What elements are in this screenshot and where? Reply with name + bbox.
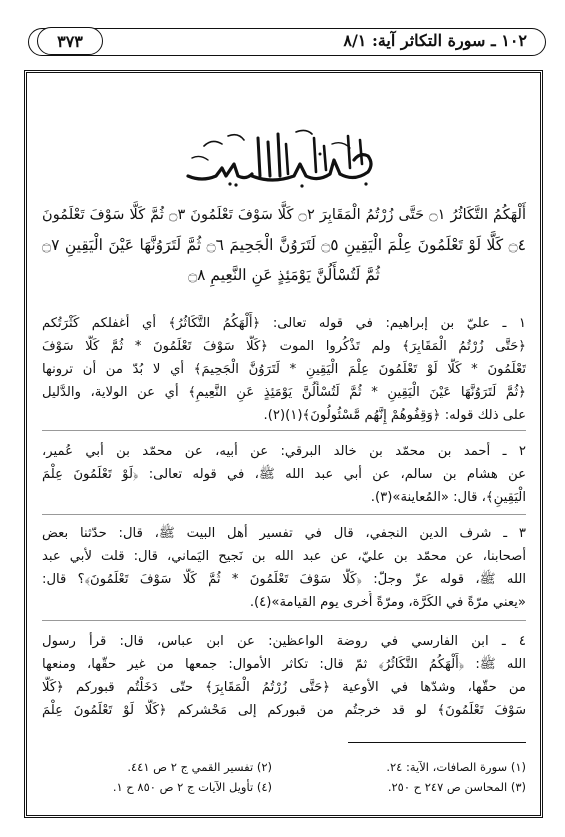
header-title: ١٠٢ ـ سورة التكاثر آية: ٨/١ xyxy=(343,31,527,50)
text-line: على ذلك قوله: ﴿وَقِفُوهُمْ إِنَّهُم مَّسْئُولُونَ﴾(١)(٢). xyxy=(263,408,526,423)
text-line: ﴿حَتَّى زُرْتُمُ الْمَقَابِرَ﴾ ولم تَذْكُروا الموت ﴿كَلَّا سَوْفَ تَعْلَمُونَ * ثُمَّ كَلَّا سَوْفَ xyxy=(42,339,526,354)
footnote-4: (٤) تأويل الآيات ج ٢ ص ٨٥٠ ح ١. xyxy=(112,780,272,794)
basmala-calligraphy xyxy=(182,124,378,190)
hadith-paragraph-3 xyxy=(42,522,526,614)
page-number: ٣٧٣ xyxy=(37,27,103,55)
running-header xyxy=(28,28,546,56)
text-line: تَعْلَمُونَ * كَلَّا لَوْ تَعْلَمُونَ عِلْمَ الْيَقِينِ * لَتَرَوُنَّ الْجَحِيمَ﴾ أي لا بُدّ من أن ترونها xyxy=(42,362,526,377)
text-line: الله ﷺ: ﴿أَلْهَكُمُ التَّكَاثُرُ﴾ ثمّ قال: تكاثر الأموال: جمعها من غير حقّها، ومنعها xyxy=(42,657,526,672)
text-line: عن هشام بن سالم، عن أبي عبد الله ﷺ، في قوله تعالى: ﴿لَوْ تَعْلَمُونَ عِلْمَ xyxy=(42,467,526,482)
paragraph-separator xyxy=(42,514,526,515)
text-line: ﴿ثُمَّ لَتَرَوُنَّهَا عَيْنَ الْيَقِينِ * ثُمَّ لَتُسْأَلُنَّ يَوْمَئِذٍ عَنِ النَّعِيمِ﴾ أي عن الولاية، والدَّليل xyxy=(42,385,526,400)
quran-line: أَلْهَكُمُ التَّكَاثُرُ ۝١ حَتَّى زُرْتُمُ الْمَقَابِرَ ۝٢ كَلَّا سَوْفَ تَعْلَمُونَ ۝٣ ثُمَّ كَلَّا سَوْفَ تَعْلَمُونَ xyxy=(42,206,526,223)
text-line: ٣ ـ شرف الدين النجفي، قال في تفسير أهل البيت ﷺ، قال: حدّثنا بعض xyxy=(42,526,526,541)
text-line: ٤ ـ ابن الفارسي في روضة الواعظين: عن ابن عباس، قال: قرأ رسول xyxy=(42,634,526,649)
text-line: ٢ ـ أحمد بن محمّد بن خالد البرقي: عن أبيه، عن محمّد بن أبي عُمير، xyxy=(42,444,526,459)
footnote-3: (٣) المحاسن ص ٢٤٧ ح ٢٥٠. xyxy=(387,780,526,794)
quran-line: ثُمَّ لَتُسْأَلُنَّ يَوْمَئِذٍ عَنِ النَّعِيمِ ۝٨ xyxy=(188,266,380,284)
text-line: «يعني مرّةً في الكَرَّة، ومرّةً أُخرى يوم القيامة»(٤). xyxy=(249,595,526,610)
footnote-2: (٢) تفسير القمي ج ٢ ص ٤٤١. xyxy=(127,760,272,774)
hadith-paragraph-2 xyxy=(42,440,526,509)
text-line: الْيَقِينِ﴾، قال: «المُعاينة»(٣). xyxy=(370,490,526,505)
text-line: أصحابنا، عن محمّد بن عليّ، عن عبد الله بن نَجيح اليَماني، قال: قلت لأبي عبد xyxy=(42,549,526,564)
hadith-paragraph-4 xyxy=(42,630,526,722)
hadith-paragraph-1 xyxy=(42,312,526,427)
quran-line: ۝٤ كَلَّا لَوْ تَعْلَمُونَ عِلْمَ الْيَقِينِ ۝٥ لَتَرَوُنَّ الْجَحِيمَ ۝٦ ثُمَّ لَتَرَوُنَّهَا عَيْنَ الْيَقِينِ ۝٧ xyxy=(42,236,526,254)
paragraph-separator xyxy=(42,620,526,621)
text-line: سَوْفَ تَعْلَمُونَ﴾ لو قد خرجتُم من قبوركم إلى مَحْشركم ﴿كَلَّا لَوْ تَعْلَمُونَ عِلْمَ xyxy=(42,703,526,718)
text-line: ١ ـ عليّ بن إبراهيم: في قوله تعالى: ﴿أَلْهَكُمُ التَّكَاثُرُ﴾ أي أغفلكم كَثْرَتُكم xyxy=(42,316,526,331)
footnote-rule xyxy=(348,742,526,743)
paragraph-separator xyxy=(42,430,526,431)
text-line: الله ﷺ، قوله عزّ وجلّ: ﴿كَلَّا سَوْفَ تَعْلَمُونَ * ثُمَّ كَلَّا سَوْفَ تَعْلَمُونَ﴾؟ قال: xyxy=(42,572,526,587)
surah-text xyxy=(42,200,526,290)
footnote-1: (١) سورة الصافات، الآية: ٢٤. xyxy=(386,760,526,774)
text-line: من حقّها، وشدّها في الأوعية ﴿حَتَّى زُرْتُمُ الْمَقَابِرَ﴾ حتّى دَخَلْتُم قبوركم ﴿كَلَّا xyxy=(42,680,526,695)
